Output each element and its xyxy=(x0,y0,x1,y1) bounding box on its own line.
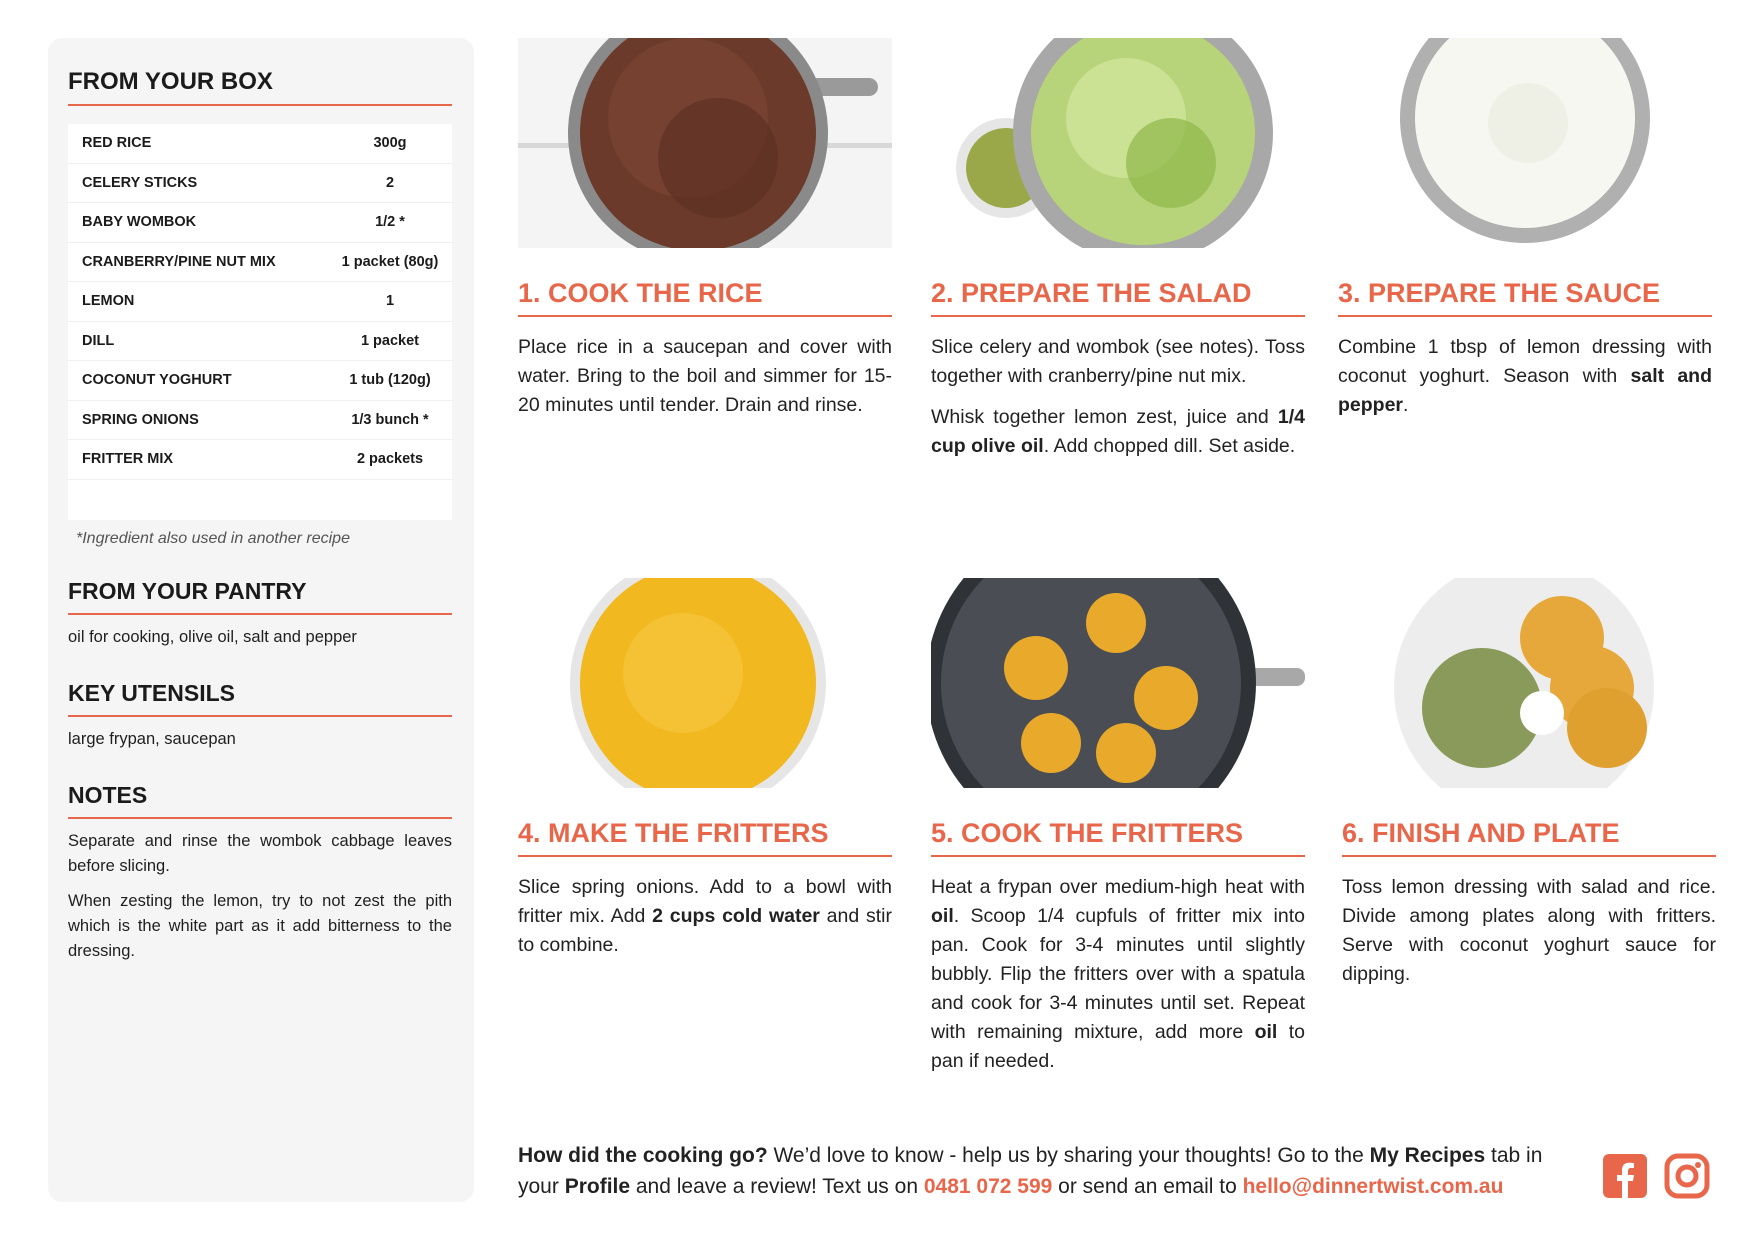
salad-photo xyxy=(931,38,1305,248)
step-3 xyxy=(1338,38,1712,420)
ingredient-qty: 1 xyxy=(385,293,395,310)
ingredient-qty: 1/2 * xyxy=(375,214,405,231)
step-2 xyxy=(931,38,1305,473)
ingredient-row xyxy=(68,203,452,243)
step-5 xyxy=(931,578,1305,1076)
ingredient-row xyxy=(68,322,452,362)
ingredient-name: LEMON xyxy=(82,293,135,310)
ingredient-qty: 300g xyxy=(373,135,407,152)
from-box-title: FROM YOUR BOX xyxy=(68,68,452,106)
step-6 xyxy=(1342,578,1716,989)
step-title: 6. FINISH AND PLATE xyxy=(1342,818,1716,857)
ingredient-name: DILL xyxy=(82,332,115,349)
ingredient-name: FRITTER MIX xyxy=(82,451,174,468)
step-text: Toss lemon dressing with salad and rice. Divide among plates along with fritters. Serve with coconut yoghurt sauce for dipping. xyxy=(1342,876,1716,985)
fritter-batter-photo xyxy=(518,578,892,788)
ingredient-row xyxy=(68,361,452,401)
ingredient-row xyxy=(68,401,452,441)
step-text: Combine 1 tbsp of lemon dressing with coconut yoghurt. Season with salt and pepper. xyxy=(1338,336,1712,416)
ingredient-name: CRANBERRY/PINE NUT MIX xyxy=(82,253,276,270)
ingredient-footnote: *Ingredient also used in another recipe xyxy=(76,529,350,547)
ingredient-row xyxy=(68,243,452,283)
email-link[interactable]: hello@dinnertwist.com.au xyxy=(1242,1175,1504,1198)
instagram-icon[interactable] xyxy=(1664,1153,1710,1199)
notes-text xyxy=(68,829,452,964)
pantry-text: oil for cooking, olive oil, salt and pepper xyxy=(68,627,357,646)
ingredients-table xyxy=(68,124,452,520)
ingredient-qty: 1 packet (80g) xyxy=(341,253,439,270)
ingredient-qty: 2 xyxy=(385,174,395,191)
utensils-title: KEY UTENSILS xyxy=(68,680,452,717)
step-1 xyxy=(518,38,892,420)
ingredient-row xyxy=(68,440,452,480)
ingredient-qty: 2 packets xyxy=(356,451,424,468)
notes-paragraph: Separate and rinse the wombok cabbage leaves before slicing. xyxy=(68,831,452,875)
facebook-icon[interactable] xyxy=(1602,1153,1648,1199)
ingredients-sidebar xyxy=(48,38,474,1202)
ingredient-name: BABY WOMBOK xyxy=(82,214,197,231)
step-title: 2. PREPARE THE SALAD xyxy=(931,278,1305,317)
step-title: 3. PREPARE THE SAUCE xyxy=(1338,278,1712,317)
notes-section xyxy=(68,782,452,964)
rice-photo xyxy=(518,38,892,248)
notes-paragraph: When zesting the lemon, try to not zest the pith which is the white part as it add bitterness to the dressing. xyxy=(68,891,452,960)
utensils-text: large frypan, saucepan xyxy=(68,729,236,748)
utensils-section xyxy=(68,680,452,752)
ingredient-name: RED RICE xyxy=(82,135,152,152)
phone-link[interactable]: 0481 072 599 xyxy=(923,1175,1053,1198)
notes-title: NOTES xyxy=(68,782,452,819)
step-4 xyxy=(518,578,892,960)
ingredient-qty: 1 tub (120g) xyxy=(349,372,431,389)
ingredient-row xyxy=(68,164,452,204)
plated-dish-photo xyxy=(1342,578,1716,788)
step-text: Slice spring onions. Add to a bowl with fritter mix. Add 2 cups cold water and stir to combine. xyxy=(518,876,892,956)
step-text: Heat a frypan over medium-high heat with oil. Scoop 1/4 cupfuls of fritter mix into pan. Cook for 3-4 minutes until slightly bubbly. Flip the fritters over with a spatula and cook for 3-4 minutes until set. Repeat with remaining mixture, add more oil to pan if needed. xyxy=(931,876,1306,1072)
step-paragraph: Slice celery and wombok (see notes). Toss together with cranberry/pine nut mix. xyxy=(931,336,1305,387)
feedback-footer: How did the cooking go? We’d love to know - help us by sharing your thoughts! Go to the My Recipes tab in your Profile and leave a review! Text us on 0481 072 599 or send an email to hello@dinnertwist.com.au xyxy=(518,1144,1543,1198)
step-title: 1. COOK THE RICE xyxy=(518,278,892,317)
ingredient-qty: 1/3 bunch * xyxy=(351,411,429,428)
ingredient-name: SPRING ONIONS xyxy=(82,411,199,428)
ingredient-name: CELERY STICKS xyxy=(82,174,198,191)
step-title: 5. COOK THE FRITTERS xyxy=(931,818,1305,857)
ingredient-name: COCONUT YOGHURT xyxy=(82,372,232,389)
ingredient-qty: 1 packet xyxy=(360,332,420,349)
sauce-photo xyxy=(1338,38,1712,248)
step-paragraph: Whisk together lemon zest, juice and 1/4 cup olive oil. Add chopped dill. Set aside. xyxy=(931,406,1305,457)
pantry-section xyxy=(68,578,452,650)
ingredient-row xyxy=(68,282,452,322)
ingredient-row xyxy=(68,124,452,164)
step-title: 4. MAKE THE FRITTERS xyxy=(518,818,892,857)
pantry-title: FROM YOUR PANTRY xyxy=(68,578,452,615)
frying-fritters-photo xyxy=(931,578,1305,788)
step-text: Place rice in a saucepan and cover with water. Bring to the boil and simmer for 15-20 minutes until tender. Drain and rinse. xyxy=(518,336,892,416)
step-text xyxy=(931,333,1305,461)
